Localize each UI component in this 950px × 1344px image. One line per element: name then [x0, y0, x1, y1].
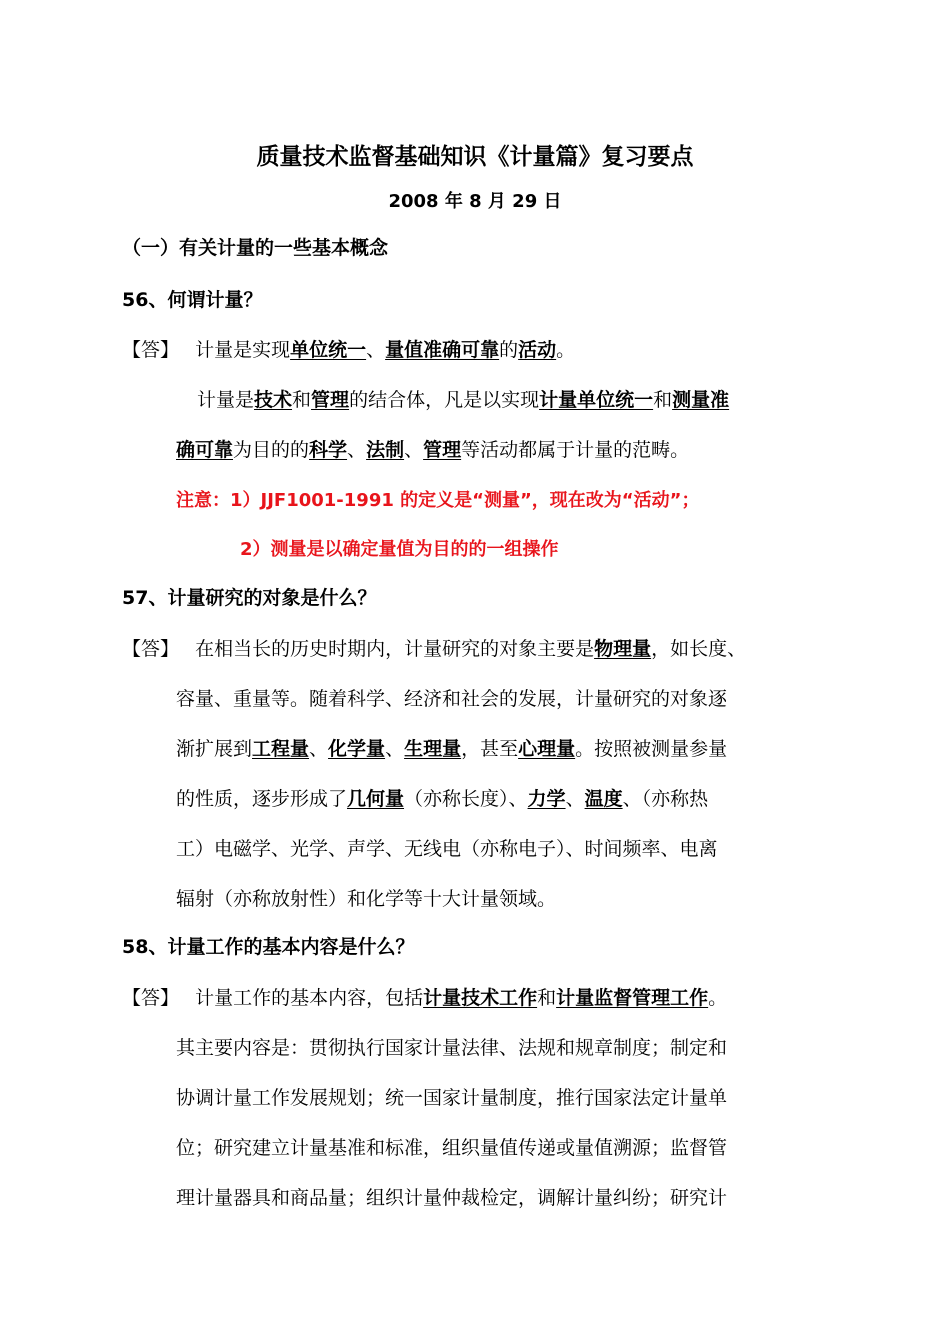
- answer-58-line-5: 理计量器具和商品量；组织计量仲裁检定，调解计量纠纷；研究计: [176, 1187, 728, 1209]
- answer-58-line-1: 【答】 计量工作的基本内容，包括计量技术工作和计量监督管理工作。: [122, 987, 728, 1009]
- document-date: 2008 年 8 月 29 日: [388, 191, 562, 212]
- answer-58-line-4: 位；研究建立计量基准和标准，组织量值传递或量值溯源；监督管: [176, 1137, 728, 1159]
- answer-57-line-1: 【答】 在相当长的历史时期内，计量研究的对象主要是物理量，如长度、: [122, 638, 747, 660]
- page-title: 质量技术监督基础知识《计量篇》复习要点: [256, 144, 694, 170]
- answer-57-line-2: 容量、重量等。随着科学、经济和社会的发展，计量研究的对象逐: [176, 688, 728, 710]
- note-line-1: 注意：1）JJF1001-1991 的定义是“测量”，现在改为“活动”；: [176, 490, 700, 511]
- answer-tag: 【答】: [122, 638, 180, 660]
- answer-tag: 【答】: [122, 987, 180, 1009]
- question-56: 56、何谓计量？: [122, 289, 263, 311]
- answer-57-line-3: 渐扩展到工程量、化学量、生理量，甚至心理量。按照被测量参量: [176, 738, 728, 760]
- answer-58-line-2: 其主要内容是：贯彻执行国家计量法律、法规和规章制度；制定和: [176, 1037, 728, 1059]
- answer-57-line-5: 工）电磁学、光学、声学、无线电（亦称电子）、时间频率、电离: [176, 838, 718, 860]
- answer-56-line-1: 【答】 计量是实现单位统一、量值准确可靠的活动。: [122, 339, 576, 361]
- question-58: 58、计量工作的基本内容是什么？: [122, 936, 415, 958]
- answer-56-line-2: 计量是技术和管理的结合体，凡是以实现计量单位统一和测量准: [197, 389, 730, 411]
- section-heading: （一）有关计量的一些基本概念: [122, 237, 389, 259]
- answer-56-line-3: 确可靠为目的的科学、法制、管理等活动都属于计量的范畴。: [176, 439, 690, 461]
- answer-57-line-6: 辐射（亦称放射性）和化学等十大计量领域。: [176, 888, 557, 910]
- answer-57-line-4: 的性质，逐步形成了几何量（亦称长度）、力学、温度、（亦称热: [176, 788, 709, 810]
- answer-58-line-3: 协调计量工作发展规划；统一国家计量制度，推行国家法定计量单: [176, 1087, 728, 1109]
- answer-tag: 【答】: [122, 339, 180, 361]
- question-57: 57、计量研究的对象是什么？: [122, 587, 377, 609]
- note-line-2: 2）测量是以确定量值为目的的一组操作: [240, 539, 559, 560]
